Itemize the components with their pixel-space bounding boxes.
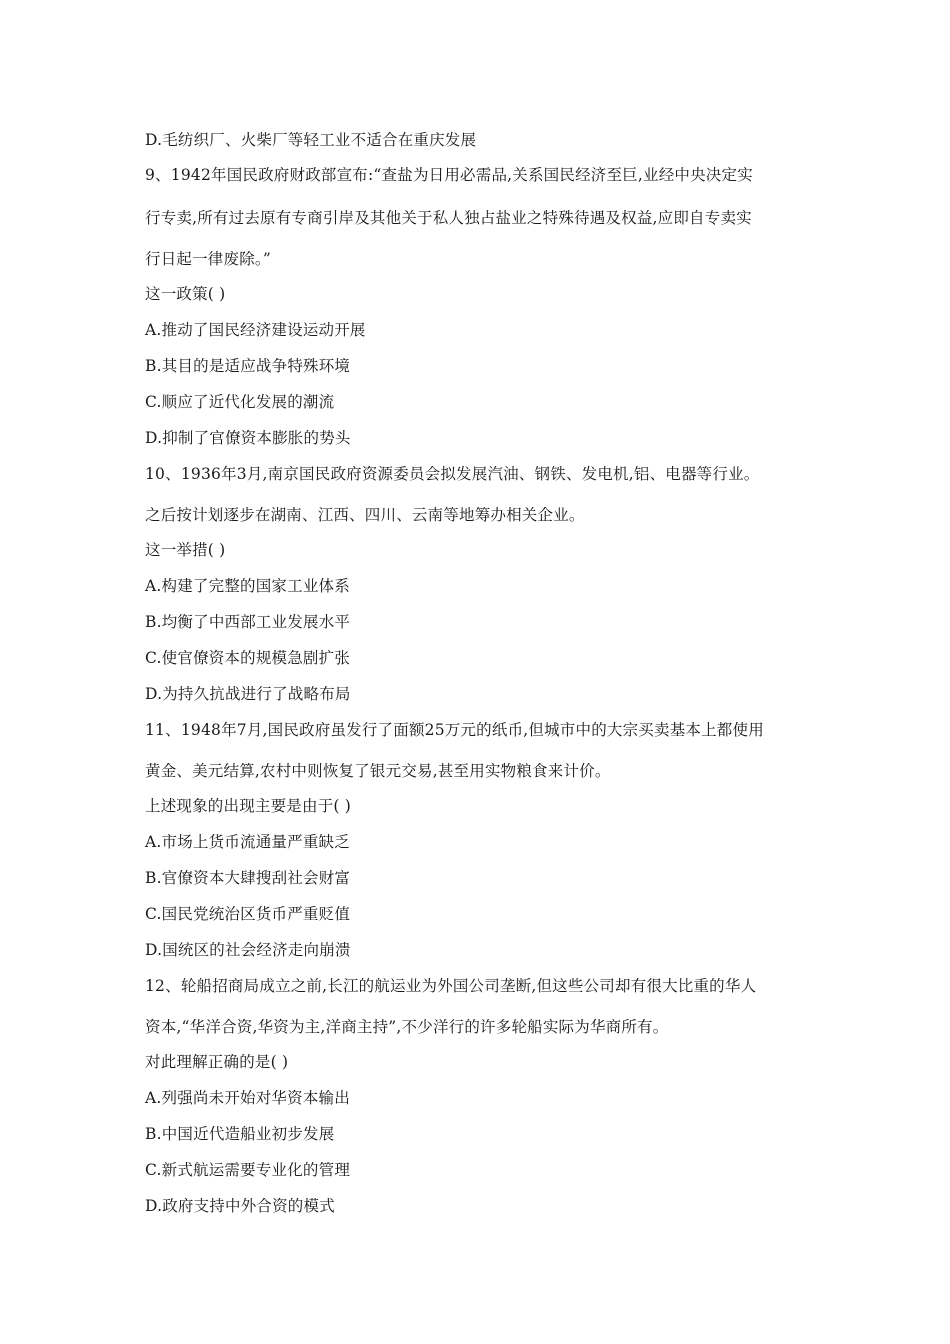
- question-12-option-c: C.新式航运需要专业化的管理: [145, 1161, 351, 1179]
- question-11-stem-line-2: 黄金、美元结算,农村中则恢复了银元交易,甚至用实物粮食来计价。: [145, 762, 611, 780]
- question-11-prompt: 上述现象的出现主要是由于( ): [145, 797, 352, 815]
- question-10-prompt: 这一举措( ): [145, 541, 226, 559]
- question-12-stem-line-1: 12、轮船招商局成立之前,长江的航运业为外国公司垄断,但这些公司却有很大比重的华人: [145, 977, 757, 995]
- question-11-option-a: A.市场上货币流通量严重缺乏: [145, 833, 350, 851]
- question-11-option-d: D.国统区的社会经济走向崩溃: [145, 941, 351, 959]
- question-11-option-b: B.官僚资本大肆搜刮社会财富: [145, 869, 351, 887]
- question-10-stem-line-2: 之后按计划逐步在湖南、江西、四川、云南等地筹办相关企业。: [145, 506, 585, 524]
- question-9-option-c: C.顺应了近代化发展的潮流: [145, 393, 335, 411]
- question-10-option-d: D.为持久抗战进行了战略布局: [145, 685, 351, 703]
- question-9-option-a: A.推动了国民经济建设运动开展: [145, 321, 366, 339]
- question-10-option-b: B.均衡了中西部工业发展水平: [145, 613, 351, 631]
- question-12-prompt: 对此理解正确的是( ): [145, 1053, 289, 1071]
- question-9-stem-line-3: 行日起一律废除。”: [145, 250, 271, 268]
- question-9-option-d: D.抑制了官僚资本膨胀的势头: [145, 429, 351, 447]
- question-9-option-b: B.其目的是适应战争特殊环境: [145, 357, 351, 375]
- question-10-option-a: A.构建了完整的国家工业体系: [145, 577, 350, 595]
- question-9-prompt: 这一政策( ): [145, 285, 226, 303]
- question-10-option-c: C.使官僚资本的规模急剧扩张: [145, 649, 351, 667]
- question-11-option-c: C.国民党统治区货币严重贬值: [145, 905, 351, 923]
- question-12-option-b: B.中国近代造船业初步发展: [145, 1125, 335, 1143]
- question-11-stem-line-1: 11、1948年7月,国民政府虽发行了面额25万元的纸币,但城市中的大宗买卖基本上都使用: [145, 721, 764, 739]
- option-d-q8: D.毛纺织厂、火柴厂等轻工业不适合在重庆发展: [145, 131, 477, 149]
- question-9-stem-line-1: 9、1942年国民政府财政部宣布:“查盐为日用必需品,关系国民经济至巨,业经中央决定实: [145, 166, 753, 184]
- question-10-stem-line-1: 10、1936年3月,南京国民政府资源委员会拟发展汽油、钢铁、发电机,铝、电器等行业。: [145, 465, 760, 483]
- question-9-stem-line-2: 行专卖,所有过去原有专商引岸及其他关于私人独占盐业之特殊待遇及权益,应即自专卖实: [145, 209, 752, 227]
- question-12-stem-line-2: 资本,“华洋合资,华资为主,洋商主持”,不少洋行的许多轮船实际为华商所有。: [145, 1018, 669, 1036]
- question-12-option-a: A.列强尚未开始对华资本输出: [145, 1089, 350, 1107]
- question-12-option-d: D.政府支持中外合资的模式: [145, 1197, 335, 1215]
